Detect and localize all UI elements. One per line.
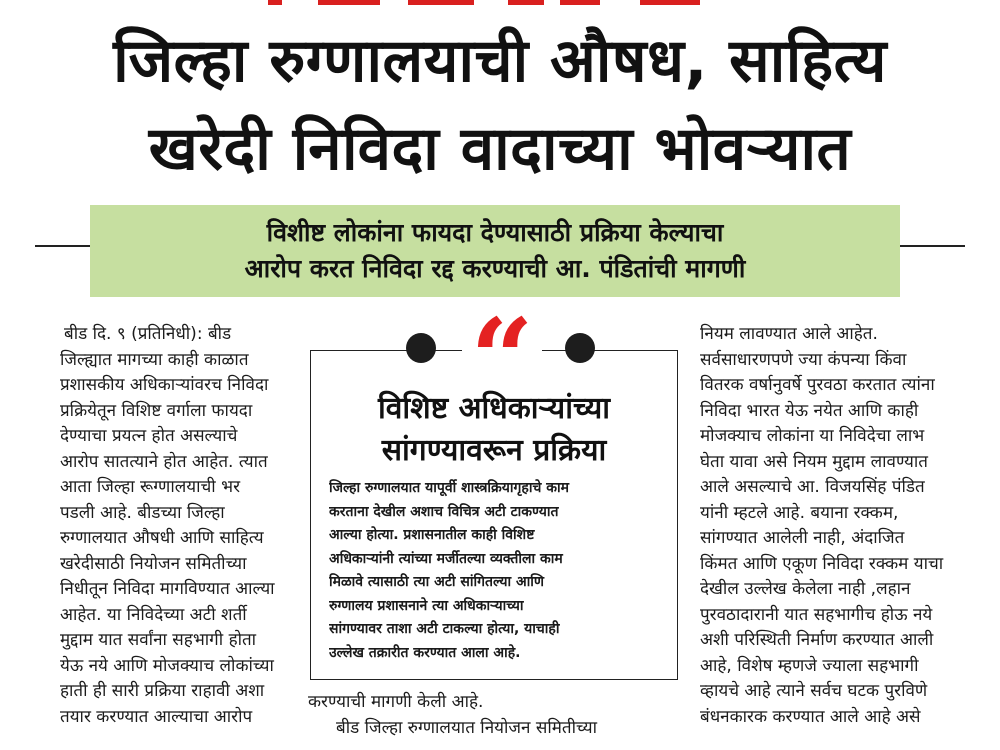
headline-line-2: खरेदी निविदा वादाच्या भोवऱ्यात — [148, 114, 852, 184]
divider-left — [35, 245, 95, 247]
pull-quote-body — [329, 477, 665, 665]
body-line: किंमत आणि एकूण निविदा रक्कम याचा — [700, 553, 944, 574]
body-line: निधीतून निविदा मागविण्यात आल्या — [60, 579, 275, 599]
body-line: तयार करण्यात आल्याचा आरोप — [60, 706, 253, 727]
bullet-dot-right-icon — [565, 333, 595, 363]
quotation-mark-icon: “ — [462, 300, 542, 370]
body-line: रुग्णालयात औषधी आणि साहित्य — [60, 528, 264, 548]
body-line: प्रक्रियेतून विशिष्ट वर्गाला फायदा — [60, 400, 253, 421]
body-line: आरोप सातत्याने होत आहेत. त्यात — [60, 451, 268, 472]
body-line: करण्याची मागणी केली आहे. — [308, 692, 484, 712]
body-line: येऊ नये आणि मोजक्याच लोकांच्या — [60, 655, 274, 676]
pull-quote-title-line-1: विशिष्ट अधिकाऱ्यांच्या — [377, 391, 611, 426]
body-line: बीड दि. ९ (प्रतिनिधी): बीड — [64, 324, 232, 344]
body-line: वितरक वर्षानुवर्षे पुरवठा करतात त्यांना — [700, 375, 935, 395]
body-line: आहे, विशेष म्हणजे ज्याला सहभागी — [700, 655, 919, 676]
pull-quote-line: मिळावे त्यासाठी त्या अटी सांगितल्या आणि — [329, 574, 545, 590]
pull-quote-line: अधिकाऱ्यांनी त्यांच्या मर्जीतल्या व्यक्तीला काम — [329, 550, 563, 567]
pull-quote-line: आल्या होत्या. प्रशासनातील काही विशिष्ट — [329, 527, 535, 543]
pull-quote-line: सांगण्यावर ताशा अटी टाकल्या होत्या, याचाही — [329, 621, 560, 637]
pull-quote-line: करताना देखील अशाच विचित्र अटी टाकण्यात — [329, 503, 559, 520]
bullet-dot-left-icon — [406, 333, 436, 363]
deck-line-2: आरोप करत निविदा रद्द करण्याची आ. पंडितांची मागणी — [244, 254, 746, 283]
left-column — [60, 322, 282, 730]
body-line: पडली आहे. बीडच्या जिल्हा — [60, 502, 225, 523]
body-line: मोजक्याच लोकांना या निविदेचा लाभ — [700, 426, 925, 446]
body-line: सर्वसाधारणपणे ज्या कंपन्या किंवा — [700, 349, 907, 370]
top-accent-bar — [0, 0, 1000, 8]
body-line: पुरवठादारानी यात सहभागीच होऊ नये — [700, 604, 933, 625]
body-line: मुद्दाम यात सर्वांना सहभागी होता — [60, 630, 257, 650]
body-line: जिल्ह्यात मागच्या काही काळात — [60, 349, 249, 370]
pull-quote-line: रुग्णालय प्रशासनाने त्या अधिकाऱ्याच्या — [329, 597, 524, 614]
body-line: निविदा भारत येऊ नयेत आणि काही — [700, 400, 919, 421]
body-line: सांगण्यात आलेली नाही, अंदाजित — [700, 528, 905, 548]
body-line: आहेत. या निविदेच्या अटी शर्ती — [60, 604, 247, 625]
body-line: खरेदीसाठी नियोजन समितीच्या — [60, 553, 247, 574]
body-line: प्रशासकीय अधिकाऱ्यांवरच निविदा — [60, 375, 269, 395]
pull-quote-title-line-2: सांगण्यावरून प्रक्रिया — [381, 433, 607, 468]
body-line: देखील उल्लेख केलेला नाही ,लहान — [700, 579, 911, 599]
right-column — [700, 322, 972, 730]
body-line: बंधनकारक करण्यात आले आहे असे — [700, 706, 921, 727]
pull-quote-line: जिल्हा रुग्णालयात यापूर्वी शास्त्रक्रियागृहाचे काम — [329, 480, 570, 496]
headline-line-1: जिल्हा रुग्णालयाची औषध, साहित्य — [113, 26, 887, 96]
body-line: नियम लावण्यात आले आहेत. — [700, 324, 878, 344]
body-line: यांनी म्हटले आहे. बयाना रक्कम, — [700, 502, 899, 523]
body-line: अशी परिस्थिती निर्माण करण्यात आली — [700, 630, 934, 650]
body-line: देण्याचा प्रयत्न होत असल्याचे — [60, 426, 238, 446]
body-line: हाती ही सारी प्रक्रिया राहावी अशा — [60, 681, 265, 701]
body-line: आले असल्याचे आ. विजयसिंह पंडित — [700, 477, 925, 497]
body-line: बीड जिल्हा रुग्णालयात नियोजन समितीच्या — [336, 717, 598, 738]
subheadline-deck — [90, 205, 900, 297]
deck-line-1: विशीष्ट लोकांना फायदा देण्यासाठी प्रक्रिया केल्याचा — [266, 218, 724, 247]
divider-right — [895, 245, 965, 247]
pull-quote-line: उल्लेख तक्रारीत करण्यात आला आहे. — [329, 644, 521, 661]
body-line: आता जिल्हा रूग्णालयाची भर — [60, 477, 241, 497]
body-line: घेता यावा असे नियम मुद्दाम लावण्यात — [700, 451, 928, 472]
body-line: व्हायचे आहे त्याने सर्वच घटक पुरविणे — [700, 681, 928, 701]
middle-column — [308, 690, 688, 741]
